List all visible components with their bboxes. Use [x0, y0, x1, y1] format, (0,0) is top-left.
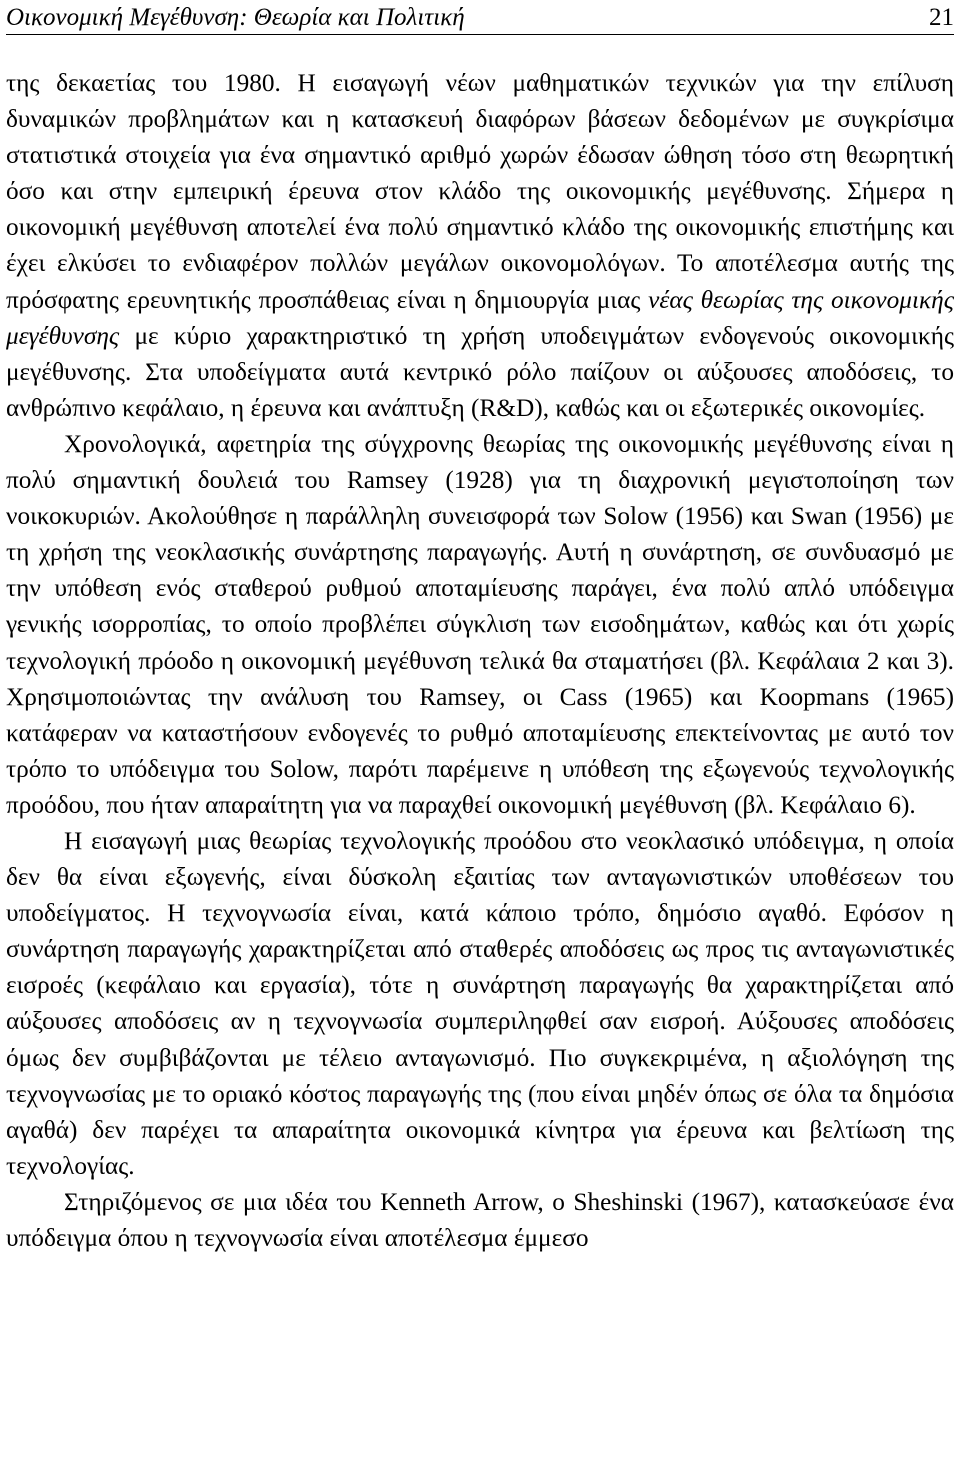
header-title: Οικονομική Μεγέθυνση: Θεωρία και Πολιτική — [6, 4, 465, 31]
paragraph-3 — [6, 823, 954, 1184]
paragraph-text: Στηριζόμενος σε μια ιδέα του Kenneth Arrow, ο Sheshinski (1967), κατασκεύασε ένα υπόδειγμα όπου η τεχνογνωσία είναι αποτέλεσμα έμμεσο — [6, 1187, 954, 1252]
body-text — [6, 65, 954, 1256]
paragraph-2 — [6, 426, 954, 823]
paragraph-1 — [6, 65, 954, 426]
paragraph-text: Χρονολογικά, αφετηρία της σύγχρονης θεωρίας της οικονομικής μεγέθυνσης είναι η πολύ σημαντική δουλειά του Ramsey (1928) για τη διαχρονική μεγιστοποίηση των νοικοκυριών. Ακολούθησε η παράλληλη συνεισφορά των Solow (1956) και Swan (1956) με τη χρήση της νεοκλασικής συνάρτησης παραγωγής. Αυτή η συνάρτηση, σε συνδυασμό με την υπόθεση ενός σταθερού ρυθμού αποταμίευσης παράγει, ένα πολύ απλό υπόδειγμα γενικής ισορροπίας, το οποίο προβλέπει σύγκλιση των εισοδημάτων, καθώς και ότι χωρίς τεχνολογική πρόοδο η οικονομική μεγέθυνση τελικά θα σταματήσει (βλ. Κεφάλαια 2 και 3). Χρησιμοποιώντας την ανάλυση του Ramsey, οι Cass (1965) και Koopmans (1965) κατάφεραν να καταστήσουν ενδογενές το ρυθμό αποταμίευσης επεκτείνοντας με αυτό τον τρόπο το υπόδειγμα του Solow, παρότι παρέμεινε η υπόθεση της εξωγενούς τεχνολογικής προόδου, που ήταν απαραίτητη για να παραχθεί οικονομική μεγέθυνση (βλ. Κεφάλαιο 6). — [6, 429, 954, 819]
italic-phrase: νέας θεωρίας της οικονομικής μεγέθυνσης — [6, 285, 954, 350]
paragraph-4 — [6, 1184, 954, 1256]
paragraph-text: με κύριο χαρακτηριστικό τη χρήση υποδειγμάτων ενδογενούς οικονομικής μεγέθυνσης. Στα υποδείγματα αυτά κεντρικό ρόλο παίζουν οι αύξουσες αποδόσεις, το ανθρώπινο κεφάλαιο, η έρευνα και ανάπτυξη (R&D), καθώς και οι εξωτερικές οικονομίες. — [6, 321, 954, 422]
paragraph-text: της δεκαετίας του 1980. Η εισαγωγή νέων μαθηματικών τεχνικών για την επίλυση δυναμικών προβλημάτων και η κατασκευή διαφόρων βάσεων δεδομένων με συγκρίσιμα στατιστικά στοιχεία για ένα σημαντικό αριθμό χωρών έδωσαν ώθηση τόσο στη θεωρητική όσο και στην εμπειρική έρευνα στον κλάδο της οικονομικής μεγέθυνσης. Σήμερα η οικονομική μεγέθυνση αποτελεί ένα πολύ σημαντικό κλάδο της οικονομικής επιστήμης και έχει ελκύσει το ενδιαφέρον πολλών μεγάλων οικονομολόγων. Το αποτέλεσμα αυτής της πρόσφατης ερευνητικής προσπάθειας είναι η δημιουργία μιας — [6, 69, 954, 314]
running-header — [6, 0, 954, 35]
paragraph-text: Η εισαγωγή μιας θεωρίας τεχνολογικής προόδου στο νεοκλασικό υπόδειγμα, η οποία δεν θα είναι εξωγενής, είναι δύσκολη εξαιτίας των ανταγωνιστικών υποθέσεων του υποδείγματος. Η τεχνογνωσία είναι, κατά κάποιο τρόπο, δημόσιο αγαθό. Εφόσον η συνάρτηση παραγωγής χαρακτηρίζεται από σταθερές αποδόσεις ως προς τις ανταγωνιστικές εισροές (κεφάλαιο και εργασία), τότε η συνάρτηση παραγωγής θα χαρακτηρίζεται από αύξουσες αποδόσεις αν η τεχνογνωσία συμπεριληφθεί σαν εισροή. Αύξουσες αποδόσεις όμως δεν συμβιβάζονται με τέλειο ανταγωνισμό. Πιο συγκεκριμένα, η αξιολόγηση της τεχνογνωσίας με το οριακό κόστος παραγωγής της (που είναι μηδέν όπως σε όλα τα δημόσια αγαθά) δεν παρέχει τα απαραίτητα οικονομικά κίνητρα για έρευνα και βελτίωση της τεχνολογίας. — [6, 826, 954, 1180]
document-page — [6, 0, 954, 1256]
page-number: 21 — [929, 4, 954, 31]
